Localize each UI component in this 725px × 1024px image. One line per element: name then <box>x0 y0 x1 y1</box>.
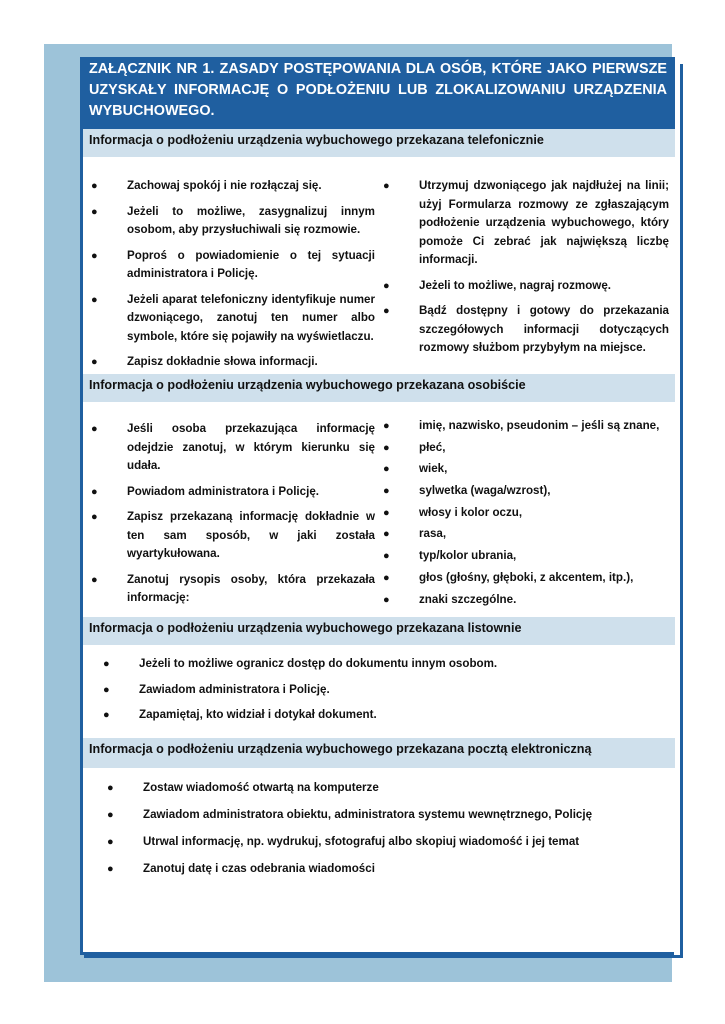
bullet-icon: ● <box>91 205 98 218</box>
list-item: ● Utrzymuj dzwoniącego jak najdłużej na linii; użyj Formularza rozmowy ze zgłaszającym podłożenie urządzenia wybuchowego, który pomoże Ci zebrać jak największą liczbę informacji. <box>383 179 669 266</box>
telephone-right-column <box>383 177 669 365</box>
list-item: ● Zapisz przekazaną informację dokładnie w ten sam sposób, w jaki została wyartykułowana. <box>91 510 375 560</box>
list-item: ● znaki szczególne. <box>383 591 669 610</box>
list-item: ● Jeżeli aparat telefoniczny identyfikuje numer dzwoniącego, zanotuj ten numer albo symbole, które się pojawiły na wyświetlaczu. <box>91 292 375 343</box>
bullet-icon: ● <box>383 485 390 498</box>
bullet-icon: ● <box>383 441 390 454</box>
list-item: ● wiek, <box>383 460 669 479</box>
list-item: ● rasa, <box>383 525 669 544</box>
list-item: ● Zanotuj rysopis osoby, która przekazała informację: <box>91 572 375 604</box>
bullet-icon: ● <box>107 863 114 875</box>
list-item: ● Powiadom administratora i Policję. <box>91 483 375 502</box>
in-person-left-column <box>91 420 375 615</box>
section-heading-in-person: Informacja o podłożeniu urządzenia wybuchowego przekazana osobiście <box>83 374 675 402</box>
in-person-right-column <box>383 417 669 612</box>
list-item: ● Zawiadom administratora i Policję. <box>103 681 663 700</box>
bullet-icon: ● <box>91 573 98 586</box>
list-item: ● włosy i kolor oczu, <box>383 504 669 523</box>
list-item: ● Zapisz dokładnie słowa informacji. <box>91 353 375 372</box>
list-item: ● Jeżeli to możliwe, zasygnalizuj innym osobom, aby przysłuchiwali się rozmowie. <box>91 204 375 236</box>
list-item: ● sylwetka (waga/wzrost), <box>383 482 669 501</box>
email-list <box>107 779 667 887</box>
bullet-icon: ● <box>383 180 390 192</box>
list-item: ● Utrwal informację, np. wydrukuj, sfotografuj albo skopiuj wiadomość i jej temat <box>107 833 667 852</box>
document-title: ZAŁĄCZNIK NR 1. ZASADY POSTĘPOWANIA DLA OSÓB, KTÓRE JAKO PIERWSZE UZYSKAŁY INFORMACJĘ O PODŁOŻENIU LUB ZLOKALIZOWANIU URZĄDZENIA WYBUCHOWEGO. <box>83 57 675 129</box>
bullet-icon: ● <box>103 658 110 670</box>
list-item: ● płeć, <box>383 439 669 458</box>
bullet-icon: ● <box>383 305 390 317</box>
list-item: ● Bądź dostępny i gotowy do przekazania szczegółowych informacji dotyczących rozmowy służbom przybyłym na miejsce. <box>383 304 669 354</box>
section-heading-telephone: Informacja o podłożeniu urządzenia wybuchowego przekazana telefonicznie <box>83 129 675 157</box>
list-item: ● typ/kolor ubrania, <box>383 547 669 566</box>
bullet-icon: ● <box>103 683 110 696</box>
list-item: ● Poproś o powiadomienie o tej sytuacji administratora i Policję. <box>91 248 375 280</box>
section-heading-letter: Informacja o podłożeniu urządzenia wybuchowego przekazana listownie <box>83 617 675 645</box>
bullet-icon: ● <box>383 528 390 541</box>
list-item: ● Zapamiętaj, kto widział i dotykał dokument. <box>103 706 663 725</box>
list-item: ● Zanotuj datę i czas odebrania wiadomości <box>107 860 667 879</box>
bullet-icon: ● <box>383 463 390 476</box>
bullet-icon: ● <box>107 809 114 821</box>
letter-list <box>103 655 663 732</box>
bullet-icon: ● <box>91 511 98 523</box>
list-item: ● imię, nazwisko, pseudonim – jeśli są znane, <box>383 417 669 436</box>
list-item: ● Jeżeli to możliwe, nagraj rozmowę. <box>383 277 669 296</box>
bullet-icon: ● <box>91 485 98 498</box>
telephone-left-column <box>91 177 375 379</box>
list-item: ● Jeśli osoba przekazująca informację odejdzie zanotuj, w którym kierunku się udała. <box>91 422 375 472</box>
list-item: ● Zawiadom administratora obiektu, administratora systemu wewnętrznego, Policję <box>107 806 667 825</box>
bullet-icon: ● <box>383 420 390 432</box>
bullet-icon: ● <box>383 279 390 292</box>
bullet-icon: ● <box>107 782 114 794</box>
bullet-icon: ● <box>91 293 98 306</box>
bullet-icon: ● <box>91 249 98 262</box>
bullet-icon: ● <box>91 423 98 435</box>
bullet-icon: ● <box>383 550 390 563</box>
section-heading-email: Informacja o podłożeniu urządzenia wybuchowego przekazana pocztą elektroniczną <box>83 738 675 768</box>
bullet-icon: ● <box>103 709 110 721</box>
bullet-icon: ● <box>383 506 390 519</box>
list-item: ● Zostaw wiadomość otwartą na komputerze <box>107 779 667 798</box>
list-item: ● Zachowaj spokój i nie rozłączaj się. <box>91 177 375 196</box>
document-card <box>80 57 674 955</box>
bullet-icon: ● <box>91 180 98 192</box>
bullet-icon: ● <box>107 836 114 848</box>
bullet-icon: ● <box>91 356 98 368</box>
bullet-icon: ● <box>383 571 390 584</box>
list-item: ● głos (głośny, głęboki, z akcentem, itp.), <box>383 569 669 588</box>
list-item: ● Jeżeli to możliwe ogranicz dostęp do dokumentu innym osobom. <box>103 655 663 674</box>
bullet-icon: ● <box>383 593 390 606</box>
